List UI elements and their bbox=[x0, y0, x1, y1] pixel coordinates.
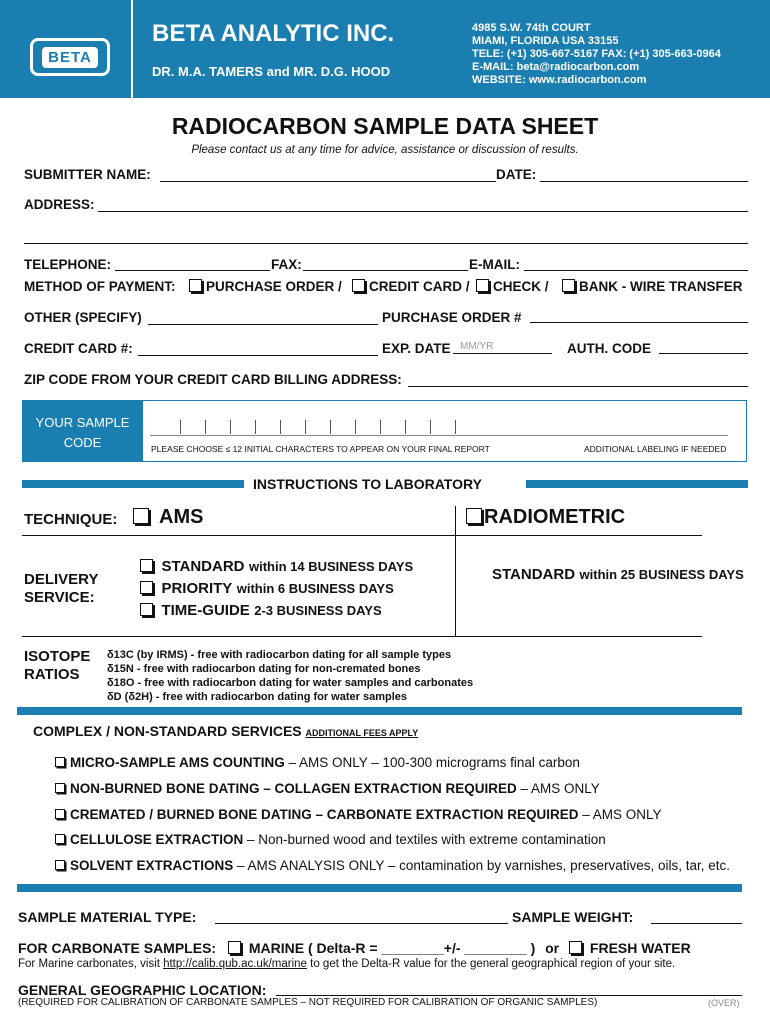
auth-code-field[interactable] bbox=[659, 353, 748, 354]
checkbox-icon[interactable] bbox=[55, 809, 65, 819]
other-field[interactable] bbox=[148, 324, 378, 325]
address-label: ADDRESS: bbox=[24, 197, 95, 212]
fax-field[interactable] bbox=[303, 270, 468, 271]
sample-code-label: YOUR SAMPLE CODE bbox=[22, 400, 143, 462]
po-number-label: PURCHASE ORDER # bbox=[382, 310, 522, 325]
instructions-bar-right bbox=[526, 480, 748, 488]
technique-rule bbox=[22, 535, 702, 536]
technique-radiometric-option[interactable]: RADIOMETRIC bbox=[466, 506, 625, 529]
checkbox-icon[interactable] bbox=[55, 860, 65, 870]
delivery-radiometric-option[interactable]: STANDARD within 25 BUSINESS DAYS bbox=[492, 566, 744, 583]
checkbox-icon[interactable] bbox=[140, 559, 153, 572]
isotope-list bbox=[107, 648, 473, 704]
page-title: RADIOCARBON SAMPLE DATA SHEET bbox=[171, 113, 599, 139]
payment-po-option[interactable]: PURCHASE ORDER / bbox=[189, 279, 342, 294]
address-field[interactable] bbox=[98, 211, 748, 212]
checkbox-icon[interactable] bbox=[55, 757, 65, 767]
date-label: DATE: bbox=[496, 167, 537, 182]
date-field[interactable] bbox=[540, 181, 748, 182]
delivery-rule bbox=[22, 636, 702, 637]
marine-note: For Marine carbonates, visit http://calib.qub.ac.uk/marine to get the Delta-R value for the general geographical region of your site. bbox=[18, 958, 676, 970]
complex-services-list bbox=[55, 750, 730, 879]
delivery-timeguide-option[interactable]: TIME-GUIDE 2-3 BUSINESS DAYS bbox=[140, 600, 413, 622]
instructions-bar-left bbox=[22, 480, 244, 488]
fax-label: FAX: bbox=[271, 257, 302, 272]
checkbox-icon[interactable] bbox=[476, 279, 489, 292]
technique-divider bbox=[455, 506, 456, 636]
fees-apply-note: ADDITIONAL FEES APPLY bbox=[305, 728, 419, 738]
isotope-item: δ18O - free with radiocarbon dating for water samples and carbonates bbox=[107, 677, 474, 689]
geo-label: GENERAL GEOGRAPHIC LOCATION: bbox=[18, 982, 267, 998]
technique-label: TECHNIQUE: bbox=[24, 511, 118, 528]
header-divider bbox=[131, 0, 133, 98]
telephone-label: TELEPHONE: bbox=[24, 257, 112, 272]
material-field[interactable] bbox=[215, 923, 508, 924]
complex-item[interactable]: MICRO-SAMPLE AMS COUNTING – AMS ONLY – 100-300 micrograms final carbon bbox=[55, 750, 730, 776]
technique-ams-option[interactable]: AMS bbox=[133, 506, 203, 529]
marine-option[interactable]: MARINE ( Delta-R = ________+/- ________ ) bbox=[220, 940, 535, 956]
sample-code-input[interactable] bbox=[150, 420, 728, 436]
weight-field[interactable] bbox=[651, 923, 742, 924]
checkbox-icon[interactable] bbox=[228, 941, 241, 954]
checkbox-icon[interactable] bbox=[133, 508, 149, 524]
page-subtitle: Please contact us at any time for advice, assistance or discussion of results. bbox=[191, 144, 579, 156]
over-note: (OVER) bbox=[708, 998, 740, 1008]
checkbox-icon[interactable] bbox=[55, 783, 65, 793]
complex-item[interactable]: SOLVENT EXTRACTIONS – AMS ANALYSIS ONLY – contamination by varnishes, preservatives, oils, tar, etc. bbox=[55, 853, 730, 879]
address-field-2[interactable] bbox=[24, 243, 748, 244]
complex-item[interactable]: CELLULOSE EXTRACTION – Non-burned wood and textiles with extreme contamination bbox=[55, 827, 730, 853]
beta-logo: BETA bbox=[30, 38, 110, 76]
delivery-standard-option[interactable]: STANDARD within 14 BUSINESS DAYS bbox=[140, 556, 413, 578]
po-number-field[interactable] bbox=[530, 322, 748, 323]
zip-field[interactable] bbox=[408, 386, 748, 387]
complex-item[interactable]: CREMATED / BURNED BONE DATING – CARBONATE EXTRACTION REQUIRED – AMS ONLY bbox=[55, 802, 730, 828]
material-label: SAMPLE MATERIAL TYPE: bbox=[18, 909, 197, 925]
instructions-heading: INSTRUCTIONS TO LABORATORY bbox=[253, 476, 482, 492]
company-name: BETA ANALYTIC INC. bbox=[152, 20, 395, 47]
email-label: E-MAIL: bbox=[469, 257, 520, 272]
geo-note: (REQUIRED FOR CALIBRATION OF CARBONATE SAMPLES – NOT REQUIRED FOR CALIBRATION OF ORGANIC SAMPLES) bbox=[18, 997, 598, 1008]
fresh-water-option[interactable]: FRESH WATER bbox=[569, 940, 691, 956]
checkbox-icon[interactable] bbox=[140, 581, 153, 594]
additional-labeling-hint: ADDITIONAL LABELING IF NEEDED bbox=[584, 444, 727, 454]
auth-code-label: AUTH. CODE bbox=[567, 341, 651, 356]
weight-label: SAMPLE WEIGHT: bbox=[512, 909, 634, 925]
exp-date-label: EXP. DATE bbox=[382, 341, 451, 356]
complex-services-heading: COMPLEX / NON-STANDARD SERVICES ADDITIONAL FEES APPLY bbox=[33, 723, 419, 739]
cc-number-field[interactable] bbox=[138, 355, 378, 356]
isotope-item: δ13C (by IRMS) - free with radiocarbon dating for all sample types bbox=[107, 649, 452, 661]
checkbox-icon[interactable] bbox=[562, 279, 575, 292]
company-address: 4985 S.W. 74th COURT MIAMI, FLORIDA USA 33155 TELE: (+1) 305-667-5167 FAX: (+1) 305-663-0964 E-MAIL: beta@radiocarbon.com WEBSITE: www.radiocarbon.com bbox=[472, 22, 721, 86]
delivery-priority-option[interactable]: PRIORITY within 6 BUSINESS DAYS bbox=[140, 578, 413, 600]
section-bar-2 bbox=[17, 884, 742, 892]
isotope-item: δ15N - free with radiocarbon dating for non-cremated bones bbox=[107, 663, 421, 675]
checkbox-icon[interactable] bbox=[189, 279, 202, 292]
sample-code-hint: PLEASE CHOOSE ≤ 12 INITIAL CHARACTERS TO APPEAR ON YOUR FINAL REPORT bbox=[151, 444, 490, 454]
delivery-ams-options bbox=[140, 556, 413, 622]
checkbox-icon[interactable] bbox=[466, 508, 482, 524]
payment-bank-option[interactable]: BANK - WIRE TRANSFER bbox=[562, 279, 743, 294]
checkbox-icon[interactable] bbox=[569, 941, 582, 954]
exp-date-field[interactable] bbox=[453, 353, 552, 354]
payment-label: METHOD OF PAYMENT: bbox=[24, 279, 176, 294]
marine-link[interactable]: http://calib.qub.ac.uk/marine bbox=[163, 958, 307, 970]
exp-date-placeholder: MM/YR bbox=[460, 341, 494, 352]
checkbox-icon[interactable] bbox=[55, 834, 65, 844]
delivery-label: DELIVERY SERVICE: bbox=[24, 571, 99, 606]
cc-number-label: CREDIT CARD #: bbox=[24, 341, 133, 356]
submitter-field[interactable] bbox=[160, 181, 496, 182]
email-field[interactable] bbox=[524, 270, 748, 271]
telephone-field[interactable] bbox=[115, 270, 270, 271]
submitter-label: SUBMITTER NAME: bbox=[24, 167, 151, 182]
section-bar bbox=[17, 707, 742, 715]
geo-field[interactable] bbox=[276, 995, 742, 996]
checkbox-icon[interactable] bbox=[352, 279, 365, 292]
other-label: OTHER (SPECIFY) bbox=[24, 310, 142, 325]
checkbox-icon[interactable] bbox=[140, 603, 153, 616]
isotope-label: ISOTOPE RATIOS bbox=[24, 648, 91, 683]
payment-check-option[interactable]: CHECK / bbox=[476, 279, 549, 294]
payment-cc-option[interactable]: CREDIT CARD / bbox=[352, 279, 470, 294]
isotope-item: δD (δ2H) - free with radiocarbon dating for water samples bbox=[107, 691, 408, 703]
doctors-names: DR. M.A. TAMERS and MR. D.G. HOOD bbox=[152, 64, 391, 79]
complex-item[interactable]: NON-BURNED BONE DATING – COLLAGEN EXTRACTION REQUIRED – AMS ONLY bbox=[55, 776, 730, 802]
zip-label: ZIP CODE FROM YOUR CREDIT CARD BILLING ADDRESS: bbox=[24, 372, 402, 387]
carbonate-row: FOR CARBONATE SAMPLES: MARINE ( Delta-R = ________+/- ________ ) or FRESH WATER bbox=[18, 940, 691, 956]
